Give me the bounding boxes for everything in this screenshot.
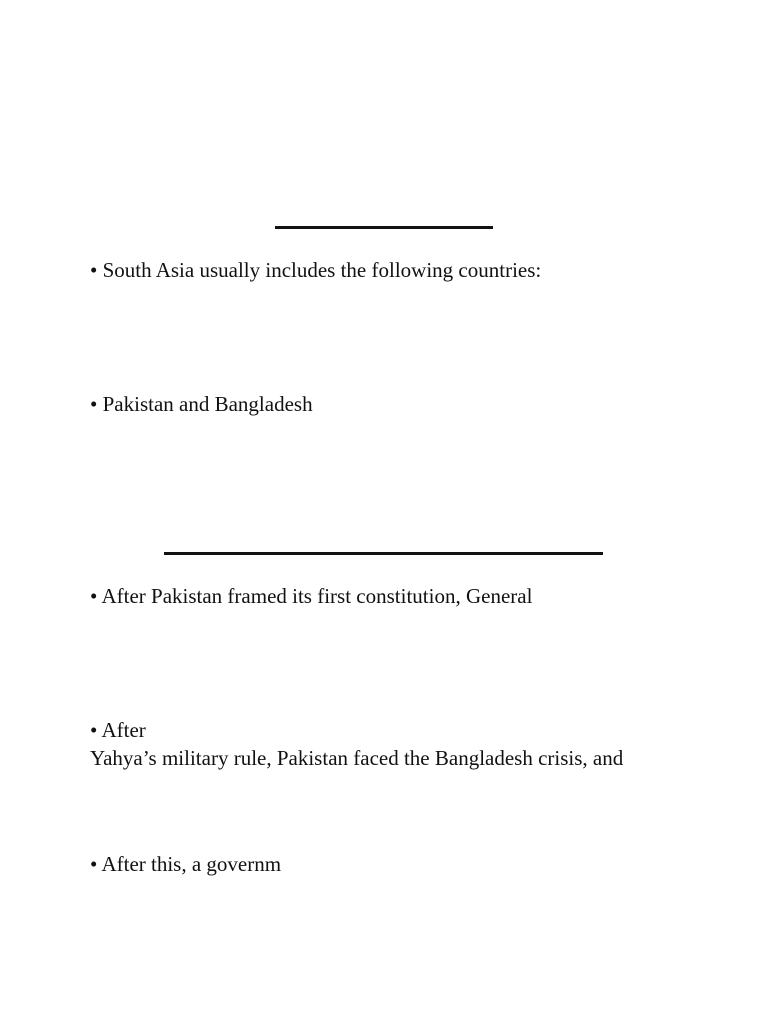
bullet-text: South Asia usually includes the following countries: — [102, 258, 542, 282]
bullet-text: After — [101, 718, 146, 742]
heading-underline — [164, 552, 603, 555]
bullet-text: Pakistan and Bangladesh — [102, 392, 313, 416]
bullet-continuation-text: Yahya’s military rule, Pakistan faced the Bangladesh crisis, and — [90, 746, 624, 770]
bullet-item — [90, 851, 281, 878]
bullet-item — [90, 717, 146, 744]
bullet-symbol: • — [90, 584, 98, 608]
bullet-symbol: • — [90, 392, 98, 416]
bullet-symbol: • — [90, 718, 98, 742]
bullet-text: After Pakistan framed its first constitution, General — [101, 584, 533, 608]
bullet-symbol: • — [90, 258, 98, 282]
bullet-text: After this, a governm — [101, 852, 282, 876]
bullet-item — [90, 583, 532, 610]
bullet-item — [90, 391, 313, 418]
bullet-symbol: • — [90, 852, 98, 876]
bullet-item — [90, 257, 541, 284]
heading-underline — [275, 226, 493, 229]
